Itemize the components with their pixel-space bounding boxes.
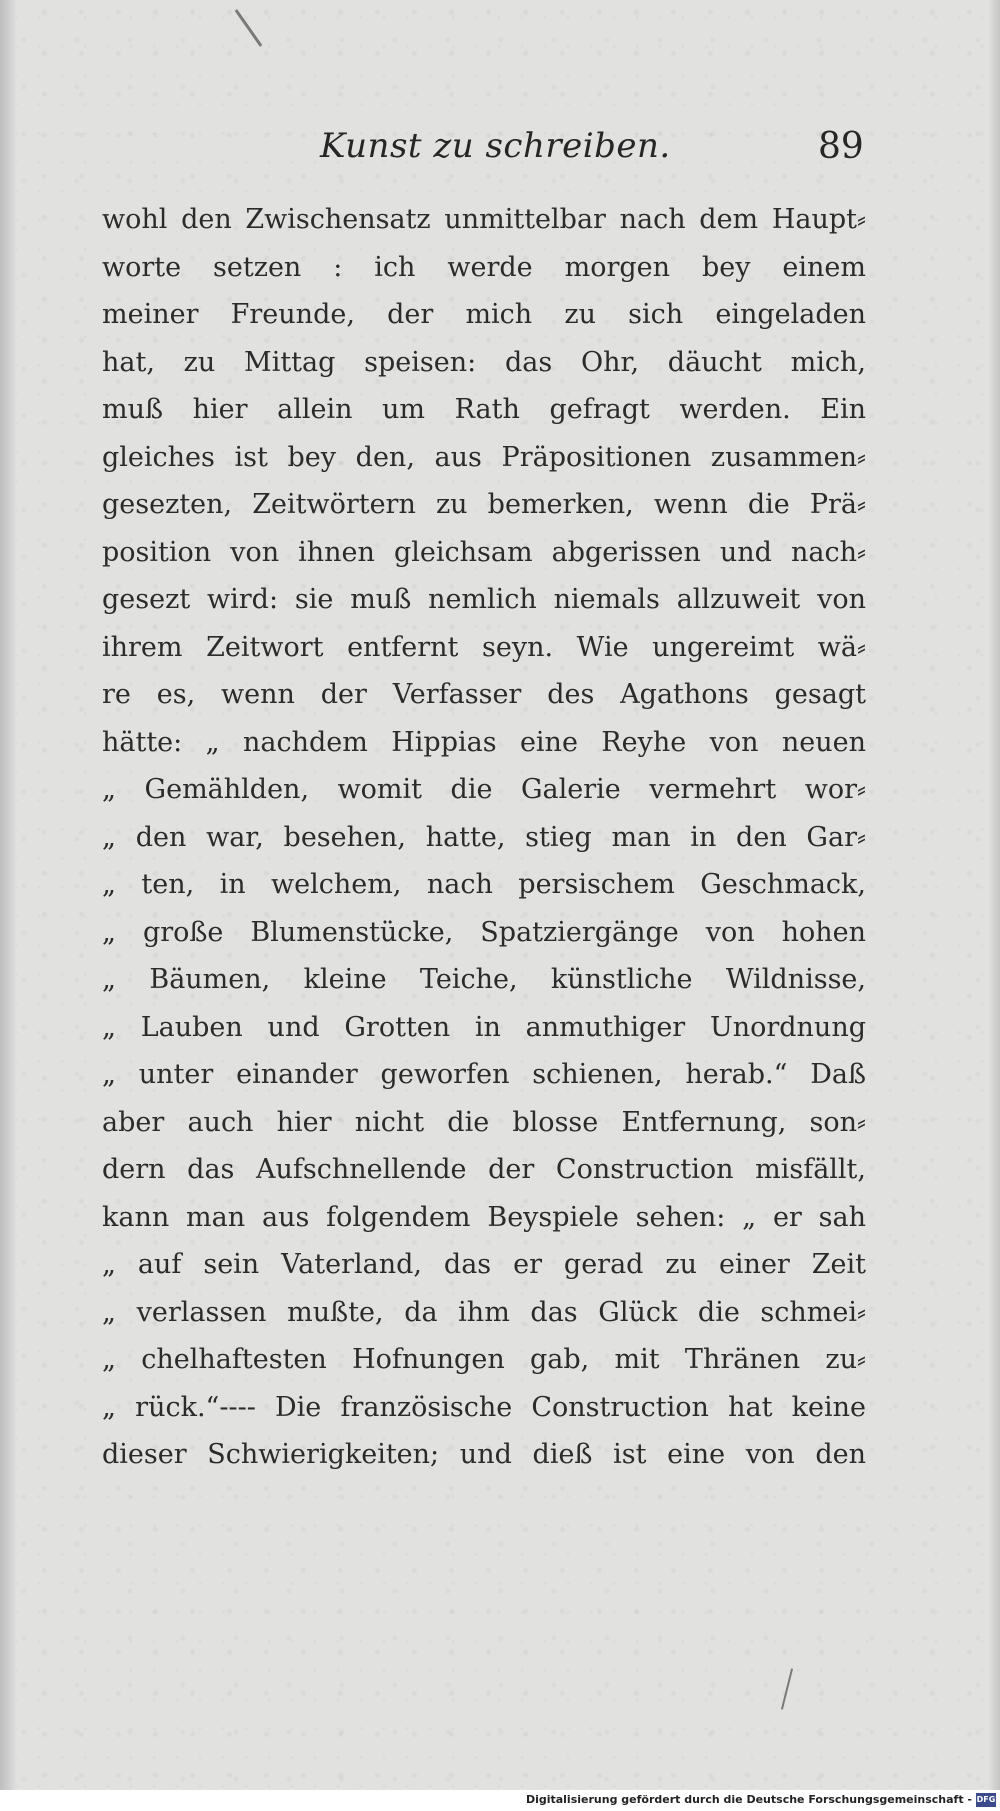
text-line: dieser Schwierigkeiten; und dieß ist eine von den: [102, 1439, 866, 1470]
text-line: hat, zu Mittag speisen: das Ohr, däucht mich,: [102, 346, 866, 378]
page-right-shadow: [988, 0, 1000, 1790]
text-line: „ große Blumenstücke, Spatziergänge von hohen: [102, 916, 866, 948]
page-header: [0, 126, 1000, 186]
text-line: „ Gemählden, womit die Galerie vermehrt wor⸗: [102, 774, 866, 805]
running-title: Kunst zu schreiben.: [320, 126, 671, 166]
text-line: position von ihnen gleichsam abgerissen und nach⸗: [102, 536, 866, 568]
text-line: gesezten, Zeitwörtern zu bemerken, wenn die Prä⸗: [102, 489, 866, 520]
text-line: gleiches ist bey den, aus Präpositionen zusammen⸗: [102, 441, 866, 473]
text-line: ihrem Zeitwort entfernt seyn. Wie ungereimt wä⸗: [102, 631, 866, 663]
text-line: hätte: „ nachdem Hippias eine Reyhe von neuen: [102, 726, 866, 758]
text-line: „ verlassen mußte, da ihm das Glück die schmei⸗: [102, 1296, 866, 1328]
text-line: gesezt wird: sie muß nemlich niemals allzuweit von: [102, 584, 866, 615]
dfg-logo-icon: DFG: [976, 1793, 996, 1807]
body-text: [102, 196, 866, 1479]
text-line: „ ten, in welchem, nach persischem Geschmack,: [102, 869, 866, 900]
text-line: „ Lauben und Grotten in anmuthiger Unordnung: [102, 1011, 866, 1043]
text-line: „ unter einander geworfen schienen, herab.“ Daß: [102, 1059, 866, 1090]
digitization-footer: [0, 1790, 1000, 1811]
page-left-shadow: [0, 0, 16, 1790]
text-line: worte setzen : ich werde morgen bey einem: [102, 251, 866, 283]
page-number: 89: [818, 126, 864, 167]
text-line: meiner Freunde, der mich zu sich eingeladen: [102, 299, 866, 330]
text-line: muß hier allein um Rath gefragt werden. Ein: [102, 394, 866, 425]
text-line: „ auf sein Vaterland, das er gerad zu einer Zeit: [102, 1249, 866, 1280]
scan-artifact-stroke: [781, 1668, 793, 1709]
funding-credit: Digitalisierung gefördert durch die Deutsche Forschungsgemeinschaft -: [525, 1793, 972, 1806]
scan-artifact-stroke: [235, 9, 263, 47]
text-line: wohl den Zwischensatz unmittelbar nach dem Haupt⸗: [102, 204, 866, 235]
text-line: aber auch hier nicht die blosse Entfernung, son⸗: [102, 1106, 866, 1138]
text-line: re es, wenn der Verfasser des Agathons gesagt: [102, 679, 866, 710]
text-line: kann man aus folgendem Beyspiele sehen: „ er sah: [102, 1201, 866, 1233]
text-line: „ chelhaftesten Hofnungen gab, mit Thränen zu⸗: [102, 1344, 866, 1375]
text-line: „ den war, besehen, hatte, stieg man in den Gar⸗: [102, 821, 866, 853]
text-line: „ rück.“---- Die französische Construction hat keine: [102, 1391, 866, 1423]
text-line: „ Bäumen, kleine Teiche, künstliche Wildnisse,: [102, 964, 866, 995]
text-line: dern das Aufschnellende der Construction misfällt,: [102, 1154, 866, 1185]
